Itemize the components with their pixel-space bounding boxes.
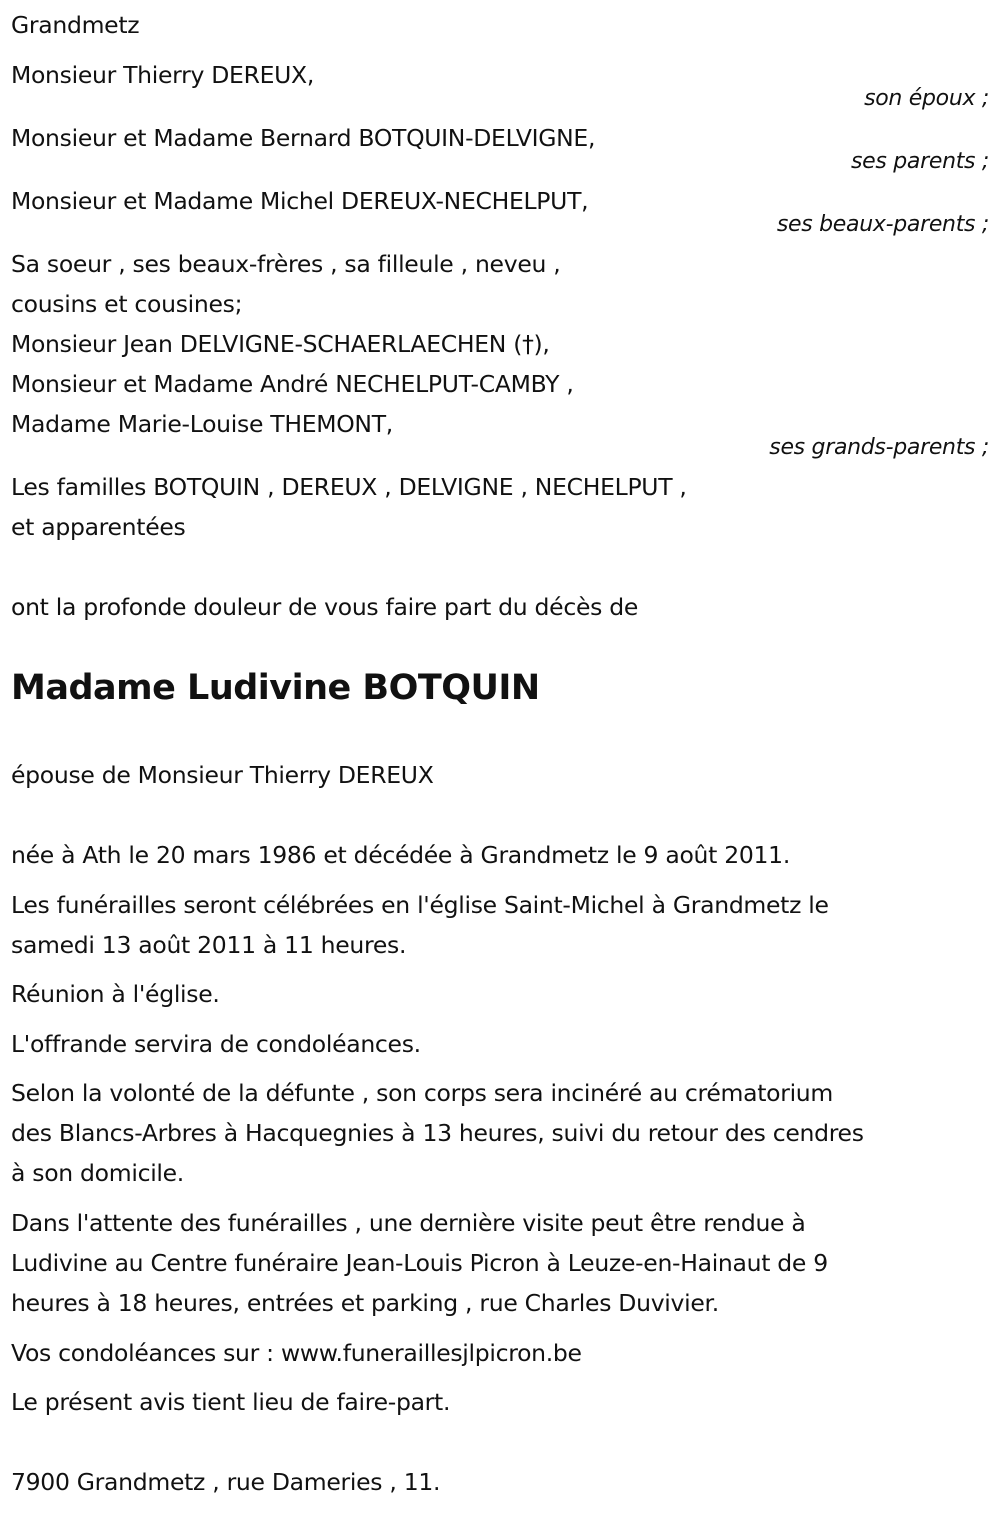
family-member-name: Monsieur Thierry DEREUX, [11, 61, 315, 89]
family-relation: ses beaux-parents ; [776, 212, 989, 237]
funeral-text: samedi 13 août 2011 à 11 heures. [11, 931, 407, 959]
grandparent-name: Madame Marie-Louise THEMONT, [11, 410, 393, 438]
grandparent-name: Monsieur Jean DELVIGNE-SCHAERLAECHEN (†), [11, 330, 550, 358]
family-member-name: Monsieur et Madame Bernard BOTQUIN-DELVIGNE, [11, 124, 596, 152]
grandparent-name: Monsieur et Madame André NECHELPUT-CAMBY , [11, 370, 574, 398]
family-member-name: Monsieur et Madame Michel DEREUX-NECHELPUT, [11, 187, 589, 215]
location-heading: Grandmetz [11, 11, 140, 39]
notice-text: Le présent avis tient lieu de faire-part. [11, 1388, 451, 1416]
visit-text: Dans l'attente des funérailles , une dernière visite peut être rendue à [11, 1209, 806, 1237]
cremation-text: des Blancs-Arbres à Hacquegnies à 13 heures, suivi du retour des cendres [11, 1119, 864, 1147]
family-relation: ses parents ; [850, 149, 989, 174]
grandparents-relation: ses grands-parents ; [769, 435, 989, 460]
families-line: Les familles BOTQUIN , DEREUX , DELVIGNE , NECHELPUT , [11, 473, 687, 501]
condolences-link[interactable]: Vos condoléances sur : www.funeraillesjlpicron.be [11, 1339, 582, 1367]
cremation-text: à son domicile. [11, 1159, 184, 1187]
siblings-line: cousins et cousines; [11, 290, 243, 318]
siblings-line: Sa soeur , ses beaux-frères , sa filleule , neveu , [11, 250, 561, 278]
families-line: et apparentées [11, 513, 186, 541]
address-text: 7900 Grandmetz , rue Dameries , 11. [11, 1468, 441, 1496]
offering-text: L'offrande servira de condoléances. [11, 1030, 421, 1058]
family-relation: son époux ; [864, 86, 989, 111]
visit-text: heures à 18 heures, entrées et parking , rue Charles Duvivier. [11, 1289, 719, 1317]
cremation-text: Selon la volonté de la défunte , son corps sera incinéré au crématorium [11, 1079, 833, 1107]
visit-text: Ludivine au Centre funéraire Jean-Louis Picron à Leuze-en-Hainaut de 9 [11, 1249, 828, 1277]
meeting-text: Réunion à l'église. [11, 980, 220, 1008]
birth-death-dates: née à Ath le 20 mars 1986 et décédée à Grandmetz le 9 août 2011. [11, 841, 790, 869]
deceased-name: Madame Ludivine BOTQUIN [11, 668, 540, 708]
funeral-text: Les funérailles seront célébrées en l'église Saint-Michel à Grandmetz le [11, 891, 829, 919]
spouse-line: épouse de Monsieur Thierry DEREUX [11, 761, 434, 789]
announcement-text: ont la profonde douleur de vous faire part du décès de [11, 593, 638, 621]
